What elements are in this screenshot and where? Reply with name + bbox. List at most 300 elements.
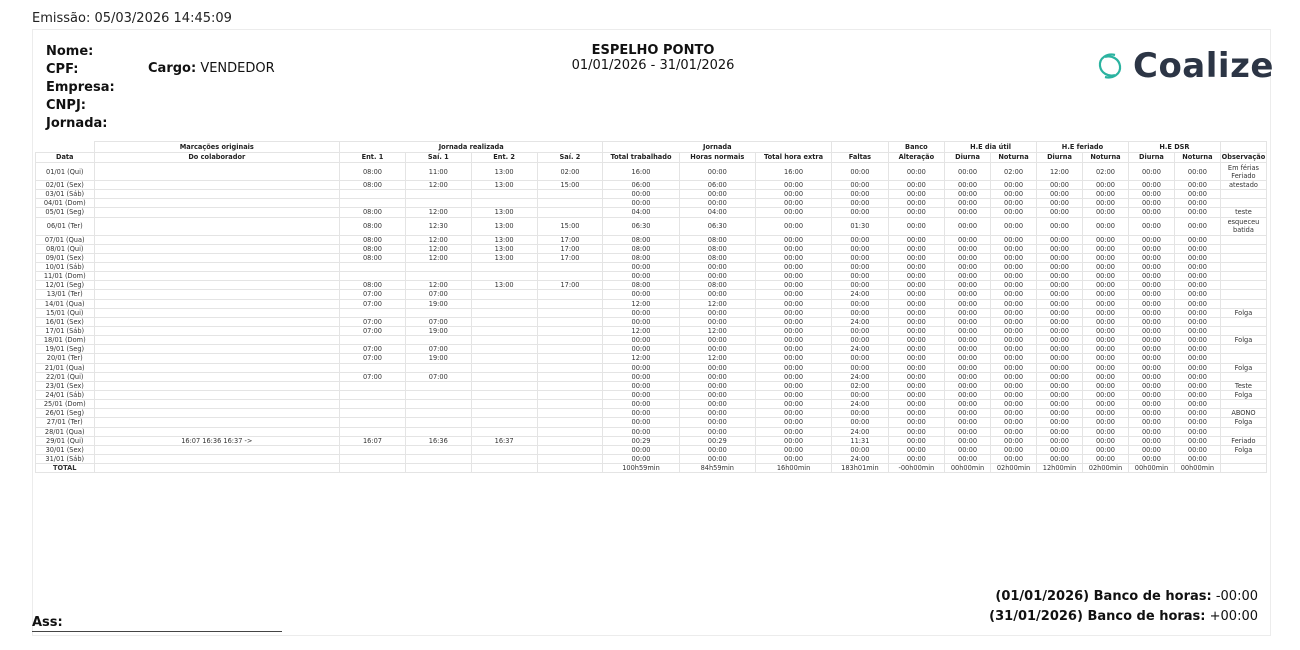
table-cell: 00:00 [945, 272, 991, 281]
table-cell: 14/01 (Qua) [36, 299, 95, 308]
table-cell: 00:29 [603, 436, 679, 445]
table-cell: 00:00 [1037, 317, 1083, 326]
table-cell: 00:00 [1037, 326, 1083, 335]
table-cell: 00:00 [1082, 427, 1128, 436]
table-cell: 00:00 [1128, 454, 1174, 463]
table-row [36, 427, 1267, 436]
table-cell: 00:00 [1174, 454, 1220, 463]
table-cell: 00:00 [1082, 262, 1128, 271]
table-cell: 11:00 [405, 163, 471, 181]
table-cell: 00:00 [679, 290, 755, 299]
table-cell: 24:00 [832, 317, 888, 326]
table-cell: 00:00 [945, 244, 991, 253]
table-cell: 00:00 [1037, 217, 1083, 235]
table-cell: 08:00 [340, 244, 406, 253]
table-cell: 16:00 [603, 163, 679, 181]
table-cell: 00:00 [1174, 244, 1220, 253]
table-cell: 00:00 [832, 418, 888, 427]
table-cell: 00:00 [1128, 163, 1174, 181]
table-cell: 00:00 [1128, 244, 1174, 253]
table-cell: 00:00 [991, 181, 1037, 190]
table-cell: 00:00 [603, 262, 679, 271]
table-cell: 08:00 [603, 253, 679, 262]
table-cell: 00:00 [991, 290, 1037, 299]
table-cell: 00:00 [1082, 317, 1128, 326]
table-cell: 00:00 [1174, 299, 1220, 308]
table-cell: 00:00 [945, 445, 991, 454]
table-cell: 00:00 [888, 400, 944, 409]
table-cell: 00:00 [1128, 317, 1174, 326]
table-cell: 13:00 [471, 235, 537, 244]
table-cell [1220, 345, 1266, 354]
table-cell [340, 418, 406, 427]
table-cell: 07:00 [405, 290, 471, 299]
signature-line [32, 631, 282, 632]
table-cell: 24:00 [832, 290, 888, 299]
table-cell: 00:00 [679, 345, 755, 354]
table-cell [537, 199, 603, 208]
timesheet-table [35, 141, 1267, 473]
table-cell [471, 262, 537, 271]
bank-hours-start [989, 587, 1258, 607]
table-cell: 02:00 [1082, 163, 1128, 181]
table-cell: 00:00 [1082, 336, 1128, 345]
table-cell: 06:00 [679, 181, 755, 190]
table-cell [471, 326, 537, 335]
table-cell: 00:00 [1037, 418, 1083, 427]
total-cell [471, 464, 537, 473]
table-cell: 00:00 [888, 345, 944, 354]
table-cell: 00:00 [1082, 390, 1128, 399]
table-cell [405, 445, 471, 454]
table-cell: 00:00 [1174, 326, 1220, 335]
table-cell: 00:00 [755, 290, 831, 299]
table-cell [537, 290, 603, 299]
table-cell [94, 445, 340, 454]
table-cell: 00:00 [991, 253, 1037, 262]
table-cell [405, 390, 471, 399]
table-cell: 00:00 [755, 208, 831, 217]
table-cell: 15/01 (Qui) [36, 308, 95, 317]
table-cell: 00:00 [1174, 418, 1220, 427]
table-cell [94, 253, 340, 262]
column-header: Total trabalhado [603, 152, 679, 163]
table-cell: 00:00 [755, 281, 831, 290]
table-cell [471, 354, 537, 363]
table-cell [471, 381, 537, 390]
table-cell [471, 372, 537, 381]
table-cell: 00:00 [945, 181, 991, 190]
table-cell: 00:00 [755, 400, 831, 409]
table-cell: 00:29 [679, 436, 755, 445]
table-cell: 00:00 [1128, 418, 1174, 427]
table-cell [1220, 235, 1266, 244]
table-row [36, 345, 1267, 354]
table-cell: 00:00 [1128, 272, 1174, 281]
table-cell: 00:00 [1082, 290, 1128, 299]
table-row [36, 163, 1267, 181]
table-cell: 08:00 [603, 244, 679, 253]
table-cell: 00:00 [1174, 390, 1220, 399]
group-he-dsr: H.E DSR [1128, 142, 1220, 153]
table-cell: 10/01 (Sáb) [36, 262, 95, 271]
table-cell [537, 345, 603, 354]
table-cell: 00:00 [1037, 390, 1083, 399]
table-cell [94, 299, 340, 308]
table-cell: 00:00 [991, 235, 1037, 244]
column-header: Saí. 2 [537, 152, 603, 163]
table-cell: 00:00 [755, 354, 831, 363]
table-cell: 00:00 [945, 345, 991, 354]
table-cell: 07:00 [340, 345, 406, 354]
bank-hours-end-value: +00:00 [1209, 609, 1258, 624]
table-cell [94, 272, 340, 281]
table-cell: 16:36 [405, 436, 471, 445]
table-cell [94, 208, 340, 217]
table-cell: 00:00 [1037, 281, 1083, 290]
table-cell: 24/01 (Sáb) [36, 390, 95, 399]
table-row [36, 290, 1267, 299]
table-cell: 00:00 [888, 262, 944, 271]
table-cell: 00:00 [603, 427, 679, 436]
table-cell: 00:00 [755, 445, 831, 454]
column-header: Ent. 1 [340, 152, 406, 163]
group-he-feriado: H.E feriado [1037, 142, 1129, 153]
table-cell: 00:00 [991, 409, 1037, 418]
table-cell: 00:00 [603, 454, 679, 463]
table-cell [471, 445, 537, 454]
table-cell [405, 418, 471, 427]
table-cell: 25/01 (Dom) [36, 400, 95, 409]
table-cell: 00:00 [755, 363, 831, 372]
total-cell: 84h59min [679, 464, 755, 473]
table-cell: 00:00 [888, 299, 944, 308]
bank-hours-end-label: (31/01/2026) Banco de horas: [989, 609, 1206, 624]
table-cell [340, 336, 406, 345]
column-header: Data [36, 152, 95, 163]
table-cell: 00:00 [991, 418, 1037, 427]
table-cell [340, 272, 406, 281]
table-cell: 07:00 [340, 326, 406, 335]
table-cell: 00:00 [603, 418, 679, 427]
total-row [36, 464, 1267, 473]
table-cell: 00:00 [1082, 326, 1128, 335]
total-cell: 02h00min [1082, 464, 1128, 473]
table-cell: 16:00 [755, 163, 831, 181]
table-cell: 08:00 [603, 281, 679, 290]
table-cell: 00:00 [945, 418, 991, 427]
table-cell: 00:00 [1082, 418, 1128, 427]
table-cell [405, 308, 471, 317]
total-label: TOTAL [36, 464, 95, 473]
table-cell: 00:00 [888, 317, 944, 326]
table-cell [1220, 427, 1266, 436]
table-cell: 00:00 [1128, 354, 1174, 363]
total-cell [405, 464, 471, 473]
table-cell [94, 372, 340, 381]
table-cell: 00:00 [832, 336, 888, 345]
table-cell: 00:00 [945, 336, 991, 345]
table-cell [1220, 190, 1266, 199]
table-cell: 00:00 [945, 190, 991, 199]
table-cell [537, 190, 603, 199]
table-cell: 00:00 [1174, 345, 1220, 354]
table-cell: 00:00 [755, 190, 831, 199]
table-cell: 12:00 [405, 181, 471, 190]
table-cell: 12:00 [603, 354, 679, 363]
total-cell [537, 464, 603, 473]
table-cell [471, 345, 537, 354]
table-cell: 00:00 [1128, 381, 1174, 390]
table-cell [1220, 372, 1266, 381]
table-cell: 00:00 [755, 381, 831, 390]
table-cell: 00:00 [991, 336, 1037, 345]
column-header: Noturna [1082, 152, 1128, 163]
table-cell: 00:00 [1082, 217, 1128, 235]
table-cell [537, 372, 603, 381]
table-cell: 00:00 [945, 427, 991, 436]
table-cell: 00:00 [945, 163, 991, 181]
table-cell: 08:00 [340, 281, 406, 290]
table-cell: 00:00 [679, 363, 755, 372]
table-cell: 00:00 [991, 326, 1037, 335]
table-row [36, 190, 1267, 199]
table-cell: 08:00 [340, 181, 406, 190]
table-cell: 00:00 [1128, 181, 1174, 190]
table-cell [471, 454, 537, 463]
table-cell: 00:00 [1128, 281, 1174, 290]
table-cell: 00:00 [991, 199, 1037, 208]
table-cell: 00:00 [679, 454, 755, 463]
table-cell: 19:00 [405, 354, 471, 363]
table-cell: 03/01 (Sáb) [36, 190, 95, 199]
table-cell [94, 317, 340, 326]
table-cell: 00:00 [755, 262, 831, 271]
table-cell: 13:00 [471, 253, 537, 262]
total-cell [94, 464, 340, 473]
total-cell: 00h00min [1128, 464, 1174, 473]
table-cell: 00:00 [1082, 235, 1128, 244]
table-cell: 00:00 [991, 354, 1037, 363]
label-nome: Nome: [46, 44, 94, 59]
table-cell [1220, 299, 1266, 308]
table-cell: 00:00 [991, 363, 1037, 372]
table-cell: 00:00 [1128, 363, 1174, 372]
table-cell: 00:00 [1174, 199, 1220, 208]
table-cell: 00:00 [945, 381, 991, 390]
table-row [36, 262, 1267, 271]
table-cell: 00:00 [679, 190, 755, 199]
report-period: 01/01/2026 - 31/01/2026 [571, 58, 735, 73]
table-cell [405, 409, 471, 418]
table-cell: 00:00 [1037, 445, 1083, 454]
table-cell: 00:00 [1037, 308, 1083, 317]
table-cell: 06/01 (Ter) [36, 217, 95, 235]
table-cell: 00:00 [945, 317, 991, 326]
table-cell: 12/01 (Seg) [36, 281, 95, 290]
table-cell [94, 390, 340, 399]
table-cell: 24:00 [832, 345, 888, 354]
table-cell: 00:00 [1128, 336, 1174, 345]
total-cell: -00h00min [888, 464, 944, 473]
company-logo [1093, 46, 1274, 86]
table-cell: 12:00 [405, 235, 471, 244]
table-cell: 00:00 [991, 400, 1037, 409]
table-cell: 00:00 [1082, 445, 1128, 454]
cargo-info [148, 61, 275, 76]
table-cell: 00:00 [1128, 409, 1174, 418]
table-cell: 15:00 [537, 181, 603, 190]
table-cell: 00:00 [1082, 409, 1128, 418]
table-cell [340, 445, 406, 454]
table-row [36, 381, 1267, 390]
table-cell: 00:00 [888, 235, 944, 244]
table-cell: 12:00 [679, 299, 755, 308]
table-cell [537, 208, 603, 217]
table-cell [471, 317, 537, 326]
table-row [36, 199, 1267, 208]
table-cell: 00:00 [603, 390, 679, 399]
table-cell: 00:00 [991, 262, 1037, 271]
table-cell: 19:00 [405, 326, 471, 335]
table-cell: 00:00 [755, 308, 831, 317]
column-header: Observação [1221, 153, 1266, 162]
table-cell: 01:30 [832, 217, 888, 235]
table-cell [94, 217, 340, 235]
table-cell: 00:00 [1082, 281, 1128, 290]
table-cell: 00:00 [1128, 217, 1174, 235]
table-cell: 00:00 [945, 308, 991, 317]
table-cell [471, 336, 537, 345]
table-row [36, 253, 1267, 262]
table-cell: 00:00 [1082, 253, 1128, 262]
table-cell: 00:00 [679, 163, 755, 181]
table-cell: 00:00 [1037, 299, 1083, 308]
table-cell: 00:00 [1082, 381, 1128, 390]
table-cell: 08:00 [340, 217, 406, 235]
table-cell: 00:00 [1174, 281, 1220, 290]
table-row [36, 400, 1267, 409]
table-cell: 00:00 [679, 336, 755, 345]
table-cell [405, 400, 471, 409]
table-row [36, 326, 1267, 335]
table-cell [405, 262, 471, 271]
table-cell: 00:00 [1082, 354, 1128, 363]
table-cell: 00:00 [1128, 253, 1174, 262]
table-cell: 21/01 (Qua) [36, 363, 95, 372]
table-cell [537, 272, 603, 281]
table-cell: 00:00 [832, 235, 888, 244]
cargo-label: Cargo: [148, 61, 197, 76]
table-cell: 00:00 [679, 199, 755, 208]
column-header: Do colaborador [94, 152, 340, 163]
column-header: Faltas [832, 152, 888, 163]
bank-hours-start-value: -00:00 [1215, 589, 1258, 604]
table-cell: 08:00 [340, 208, 406, 217]
table-cell: 17/01 (Sáb) [36, 326, 95, 335]
table-cell [340, 390, 406, 399]
table-cell [94, 163, 340, 181]
table-cell: 19/01 (Seg) [36, 345, 95, 354]
table-cell [471, 427, 537, 436]
table-cell: 00:00 [945, 363, 991, 372]
table-cell: 00:00 [679, 372, 755, 381]
coalize-logo-icon [1093, 49, 1127, 83]
table-cell [94, 363, 340, 372]
table-cell [537, 381, 603, 390]
table-cell: 00:00 [1174, 181, 1220, 190]
table-cell [537, 308, 603, 317]
table-cell [537, 418, 603, 427]
table-cell: 00:00 [1082, 436, 1128, 445]
column-header-row [36, 152, 1267, 163]
table-cell: 00:00 [1037, 363, 1083, 372]
table-cell [1220, 326, 1266, 335]
table-cell: 00:00 [1128, 445, 1174, 454]
table-cell: 12:00 [679, 326, 755, 335]
table-cell [340, 400, 406, 409]
table-cell: 00:00 [945, 326, 991, 335]
table-cell [340, 308, 406, 317]
table-cell: Folga [1220, 363, 1266, 372]
table-cell [405, 427, 471, 436]
table-cell: 24:00 [832, 427, 888, 436]
table-cell: Folga [1220, 445, 1266, 454]
table-cell: 08:00 [679, 253, 755, 262]
group-empty [36, 142, 95, 153]
table-cell: 00:00 [603, 372, 679, 381]
table-cell: 00:00 [888, 454, 944, 463]
table-cell: 00:00 [603, 199, 679, 208]
table-cell: 00:00 [1128, 372, 1174, 381]
table-cell [537, 409, 603, 418]
table-cell: 00:00 [755, 199, 831, 208]
table-cell: 00:00 [1082, 372, 1128, 381]
table-cell: teste [1220, 208, 1266, 217]
table-cell [94, 326, 340, 335]
table-cell: 00:00 [679, 308, 755, 317]
table-row [36, 217, 1267, 235]
table-cell: 00:00 [1174, 208, 1220, 217]
table-cell: 00:00 [755, 390, 831, 399]
table-cell: 00:00 [991, 381, 1037, 390]
table-cell [537, 390, 603, 399]
table-cell: 08:00 [340, 235, 406, 244]
table-row [36, 372, 1267, 381]
table-cell: 07:00 [340, 372, 406, 381]
table-cell [340, 381, 406, 390]
table-cell: 00:00 [991, 372, 1037, 381]
table-cell: 27/01 (Ter) [36, 418, 95, 427]
column-header: Noturna [991, 152, 1037, 163]
table-cell: 07:00 [405, 317, 471, 326]
table-cell: 00:00 [1174, 354, 1220, 363]
table-cell: 00:00 [1174, 409, 1220, 418]
table-cell: 07:00 [405, 372, 471, 381]
table-cell: 07:00 [340, 299, 406, 308]
table-cell: 00:00 [1174, 190, 1220, 199]
table-cell: 00:00 [755, 317, 831, 326]
table-cell: 00:00 [1037, 400, 1083, 409]
table-cell: 06:30 [603, 217, 679, 235]
table-cell: 00:00 [755, 217, 831, 235]
table-cell: 00:00 [1082, 454, 1128, 463]
table-cell [405, 363, 471, 372]
table-cell: 09/01 (Sex) [36, 253, 95, 262]
table-cell: 00:00 [603, 336, 679, 345]
table-cell: 15:00 [537, 217, 603, 235]
table-cell: 00:00 [1174, 363, 1220, 372]
